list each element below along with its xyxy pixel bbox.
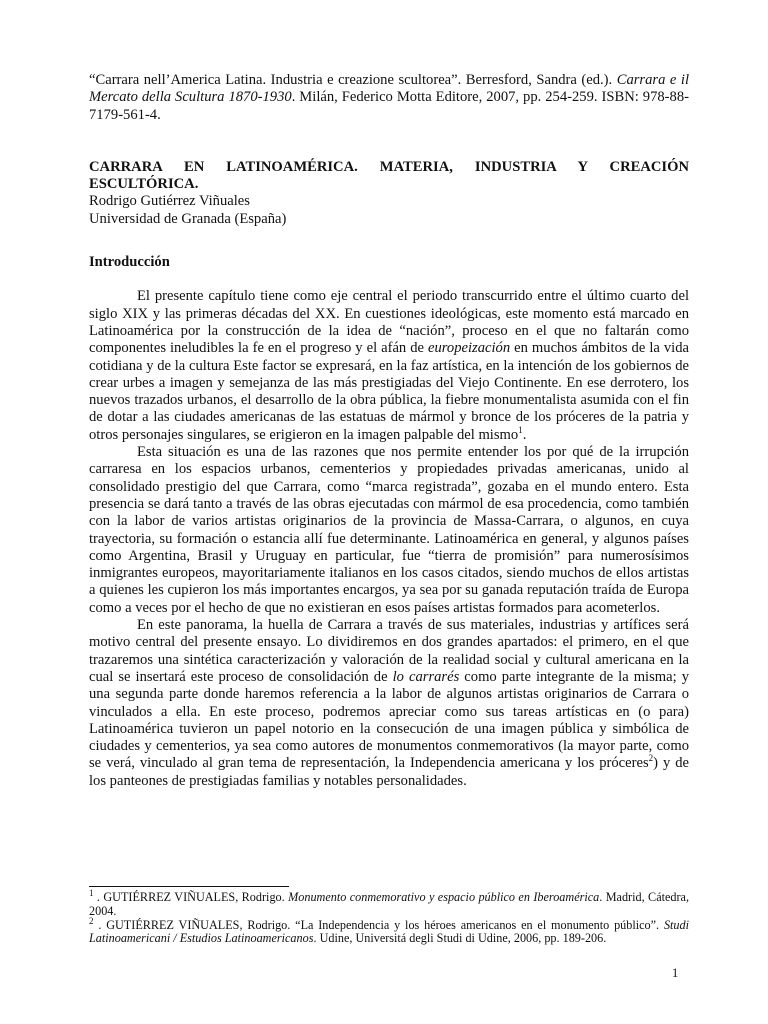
page-number: 1	[672, 966, 679, 980]
author-name: Rodrigo Gutiérrez Viñuales	[89, 193, 250, 210]
paragraph-3	[89, 617, 689, 790]
footnote-ref-2[interactable]: 2	[648, 753, 654, 764]
footnote-1-text-a: . GUTIÉRREZ VIÑUALES, Rodrigo.	[93, 890, 289, 904]
paragraph-1-emphasis: europeización	[428, 340, 511, 357]
paragraph-3-text-b: como parte integrante de la misma; y una segunda parte donde haremos referencia a la labor de algunos artistas originarios de Carrara o vinculados a ella. En este proceso, podremos apreciar como sus tareas artísticas en (o para) Latinoamérica tuvieron un papel notorio en la consecución de una imagen pública y simbólica de ciudades y cementerios, ya sea como autores de monumentos conmemorativos (la mayor parte, como se verá, vinculado al gran tema de representación, la Independencia americana y los próceres	[89, 668, 689, 772]
footnote-1-text-b: . Madrid, Cátedra, 2004.	[89, 890, 690, 918]
footnote-ref-1[interactable]: 1	[518, 424, 523, 435]
paragraph-1	[89, 288, 689, 444]
paragraph-1-text-b: en muchos ámbitos de la vida cotidiana y de la cultura Este factor se expresará, en la faz artística, en la intención de los gobiernos de crear urbes a imagen y semejanza de las más prestigiadas del Viejo Continente. En ese derrotero, los nuevos trazados urbanos, el desarrollo de la obra pública, la fiebre monumentalista asumida con el fin de dotar a las ciudades americanas de las estatuas de mármol y bronce de los próceres de la patria y otros personajes singulares, se erigieron en la imagen palpable del mismo	[89, 340, 689, 443]
footnote-2-text-b: . Udine, Universitá degli Studi di Udine, 2006, pp. 189-206.	[313, 931, 607, 946]
footnote-1-number: 1	[89, 887, 94, 898]
paragraph-1-end: .	[522, 426, 527, 443]
paragraph-1-text-a: El presente capítulo tiene como eje central el periodo transcurrido entre el último cuarto del siglo XIX y las primeras décadas del XX. En cuestiones ideológicas, este momento está marcado en Latinoamérica por la construcción de la idea de “nación”, proceso en el que no faltarán como componentes ineludibles la fe en el progreso y el afán de	[89, 288, 689, 357]
footnote-2-title: Studi Latinoamericani / Estudios Latinoamericanos	[89, 917, 689, 946]
citation-book-title: Carrara e il Mercato della Scultura 1870-1930	[89, 72, 690, 106]
paragraph-3-text-a: En este panorama, la huella de Carrara a través de sus materiales, industrias y artífices será motivo central del presente ensayo. Lo dividiremos en dos grandes apartados: el primero, en el que trazaremos una sintética caracterización y valoración de la realidad social y cultural americana en la cual se insertará este proceso de consolidación de	[89, 617, 689, 685]
section-heading: Introducción	[89, 254, 170, 271]
footnote-separator	[89, 886, 289, 887]
paragraph-3-emphasis: lo carrarés	[392, 668, 460, 685]
footnote-2	[89, 915, 689, 947]
citation-publisher: . Milán, Federico Motta Editore, 2007, pp. 254-259. ISBN: 978-88-7179-561-4.	[89, 89, 689, 123]
paragraph-2: Esta situación es una de las razones que nos permite entender los por qué de la irrupción carraresa en los espacios urbanos, cementerios y propiedades privadas americanas, unido al consolidado prestigio del que Carrara, como “marca registrada”, gozaba en el mundo entero. Esta presencia se dará tanto a través de las obras ejecutadas con mármol de esa procedencia, como también con la labor de varios artistas originarios de la provincia de Massa-Carrara, o algunos, en cuya trayectoria, su formación o estancia allí fue determinante. Latinoamérica en general, y algunos países como Argentina, Brasil y Uruguay en particular, fue “tierra de promisión” para numerosísimos inmigrantes europeos, mayoritariamente italianos en los casos citados, siendo muchos de ellos artistas a quienes les cupieron los más importantes encargos, ya sea por su ganada reputación traída de Europa como a veces por el hecho de que no existieran en esos países artistas formados para acometerlos.	[89, 444, 689, 616]
body-text	[89, 288, 689, 790]
footnote-2-number: 2	[89, 915, 94, 926]
document-page	[89, 62, 689, 790]
footnote-1-title: Monumento conmemorativo y espacio público en Iberoamérica	[288, 890, 600, 904]
footnotes	[89, 886, 689, 946]
article-heading: CARRARA EN LATINOAMÉRICA. MATERIA, INDUSTRIA Y CREACIÓN ESCULTÓRICA.	[89, 158, 689, 193]
footnote-1	[89, 887, 690, 919]
footnote-2-text-a: . GUTIÉRREZ VIÑUALES, Rodrigo. “La Independencia y los héroes americanos en el monumento público”.	[93, 917, 664, 932]
paragraph-3-text-c: ) y de los panteones de prestigiadas familias y notables personalidades.	[89, 755, 689, 789]
author-affiliation: Universidad de Granada (España)	[89, 210, 287, 227]
source-citation	[89, 72, 689, 124]
citation-text: “Carrara nell’America Latina. Industria e creazione scultorea”. Berresford, Sandra (ed.).	[89, 72, 617, 88]
